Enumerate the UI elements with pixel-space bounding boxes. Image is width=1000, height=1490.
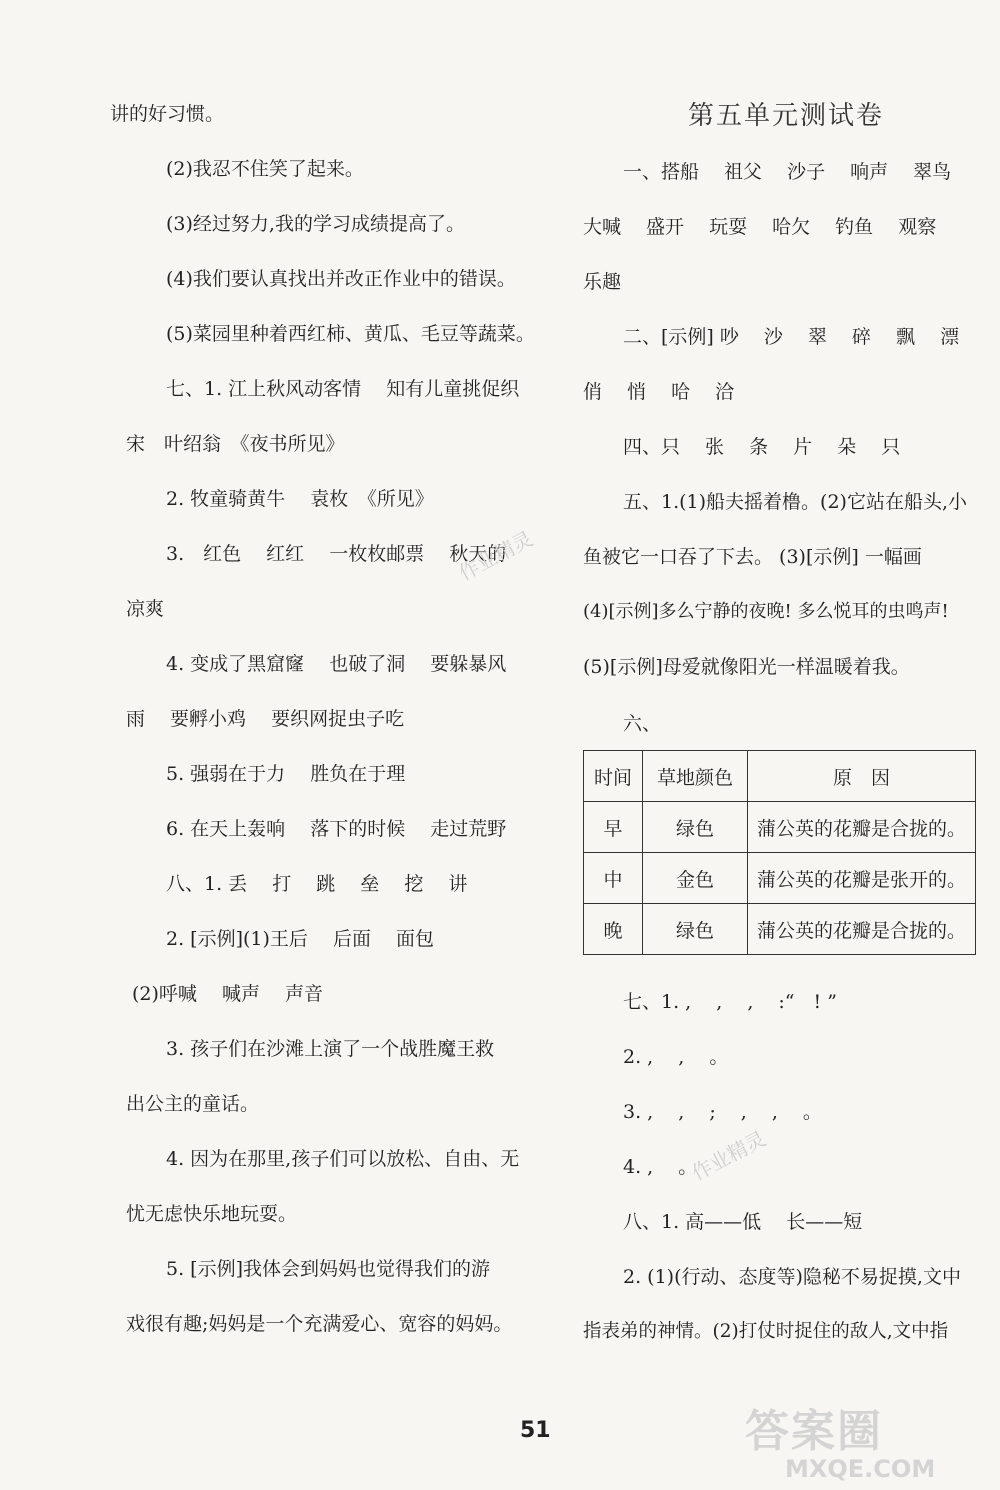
table-header: 时间 xyxy=(584,751,643,802)
text-line: 3. , , ; , , 。 xyxy=(623,1101,822,1123)
table-header: 草地颜色 xyxy=(643,751,748,802)
text-line: (3)经过努力,我的学习成绩提高了。 xyxy=(166,213,465,235)
table-row xyxy=(584,802,976,853)
section-title: 第五单元测试卷 xyxy=(688,101,885,131)
text-line: 2. [示例](1)王后 后面 面包 xyxy=(166,928,434,950)
text-line: 6. 在天上轰响 落下的时候 走过荒野 xyxy=(166,818,507,840)
text-line: 5. 强弱在于力 胜负在于理 xyxy=(166,763,406,785)
text-line: 宋 叶绍翁 《夜书所见》 xyxy=(126,433,345,455)
text-line: 2. (1)(行动、态度等)隐秘不易捉摸,文中 xyxy=(623,1266,961,1288)
text-line: 俏 悄 哈 洽 xyxy=(583,381,735,403)
text-line: (4)我们要认真找出并改正作业中的错误。 xyxy=(166,268,516,290)
text-line: (2)呼喊 喊声 声音 xyxy=(132,983,323,1005)
watermark: 作业精灵 xyxy=(687,1126,770,1186)
text-line: 出公主的童话。 xyxy=(126,1093,260,1115)
text-line: (5)菜园里种着西红柿、黄瓜、毛豆等蔬菜。 xyxy=(166,323,535,345)
text-line: 大喊 盛开 玩耍 哈欠 钓鱼 观察 xyxy=(583,216,937,238)
text-line: 2. , , 。 xyxy=(623,1046,729,1068)
corner-logo-text: 答案圈 xyxy=(745,1406,883,1457)
text-line: 鱼被它一口吞了下去。 (3)[示例] 一幅画 xyxy=(583,546,922,568)
text-line: 4. 因为在那里,孩子们可以放松、自由、无 xyxy=(166,1148,520,1170)
table-cell: 绿色 xyxy=(643,802,748,853)
text-line: 4. , 。 xyxy=(623,1156,698,1178)
table-cell: 晚 xyxy=(584,904,643,955)
text-line: 戏很有趣;妈妈是一个充满爱心、宽容的妈妈。 xyxy=(126,1313,513,1335)
table-row xyxy=(584,853,976,904)
text-line: 五、1.(1)船夫摇着橹。(2)它站在船头,小 xyxy=(623,491,967,513)
text-line: 5. [示例]我体会到妈妈也觉得我们的游 xyxy=(166,1258,490,1280)
table-cell: 绿色 xyxy=(643,904,748,955)
text-line: 八、1. 丢 打 跳 垒 挖 讲 xyxy=(166,873,468,895)
table-row xyxy=(584,904,976,955)
table-cell: 蒲公英的花瓣是合拢的。 xyxy=(748,802,976,853)
table-cell: 早 xyxy=(584,802,643,853)
table-cell: 金色 xyxy=(643,853,748,904)
text-line: 一、搭船 祖父 沙子 响声 翠鸟 xyxy=(623,161,952,183)
answer-table xyxy=(583,750,976,955)
text-line: 七、1. 江上秋风动客情 知有儿童挑促织 xyxy=(166,378,520,400)
text-line: 四、只 张 条 片 朵 只 xyxy=(623,436,901,458)
text-line: (4)[示例]多么宁静的夜晚! 多么悦耳的虫鸣声! xyxy=(583,601,949,622)
table-header-row xyxy=(584,751,976,802)
corner-watermark-logo xyxy=(745,1395,936,1483)
text-line: 六、 xyxy=(623,713,662,735)
text-line: (5)[示例]母爱就像阳光一样温暖着我。 xyxy=(583,656,910,678)
watermark: 作业精灵 xyxy=(454,526,537,586)
text-line: 4. 变成了黑窟窿 也破了洞 要躲暴风 xyxy=(166,653,507,675)
text-line: 3. 孩子们在沙滩上演了一个战胜魔王救 xyxy=(166,1038,495,1060)
text-line: 乐趣 xyxy=(583,271,622,293)
table-cell: 蒲公英的花瓣是张开的。 xyxy=(748,853,976,904)
text-line: 雨 要孵小鸡 要织网捉虫子吃 xyxy=(126,708,405,730)
text-line: 凉爽 xyxy=(126,598,165,620)
corner-logo-url: MXQE.COM xyxy=(785,1455,936,1483)
table-header: 原 因 xyxy=(748,751,976,802)
page-number: 51 xyxy=(520,1418,551,1443)
text-line: 忧无虑快乐地玩耍。 xyxy=(126,1203,298,1225)
text-line: 七、1. , , , :“ ! ” xyxy=(623,991,837,1013)
text-line: 讲的好习惯。 xyxy=(110,103,225,125)
text-line: 指表弟的神情。(2)打仗时捉住的敌人,文中指 xyxy=(583,1321,949,1342)
text-line: 3. 红色 红红 一枚枚邮票 秋天的 xyxy=(166,543,507,565)
text-line: 二、[示例] 吵 沙 翠 碎 飘 漂 xyxy=(623,326,960,348)
text-line: 八、1. 高——低 长——短 xyxy=(623,1211,863,1233)
text-line: (2)我忍不住笑了起来。 xyxy=(166,158,364,180)
table-cell: 蒲公英的花瓣是合拢的。 xyxy=(748,904,976,955)
table-cell: 中 xyxy=(584,853,643,904)
text-line: 2. 牧童骑黄牛 袁枚 《所见》 xyxy=(166,488,434,510)
